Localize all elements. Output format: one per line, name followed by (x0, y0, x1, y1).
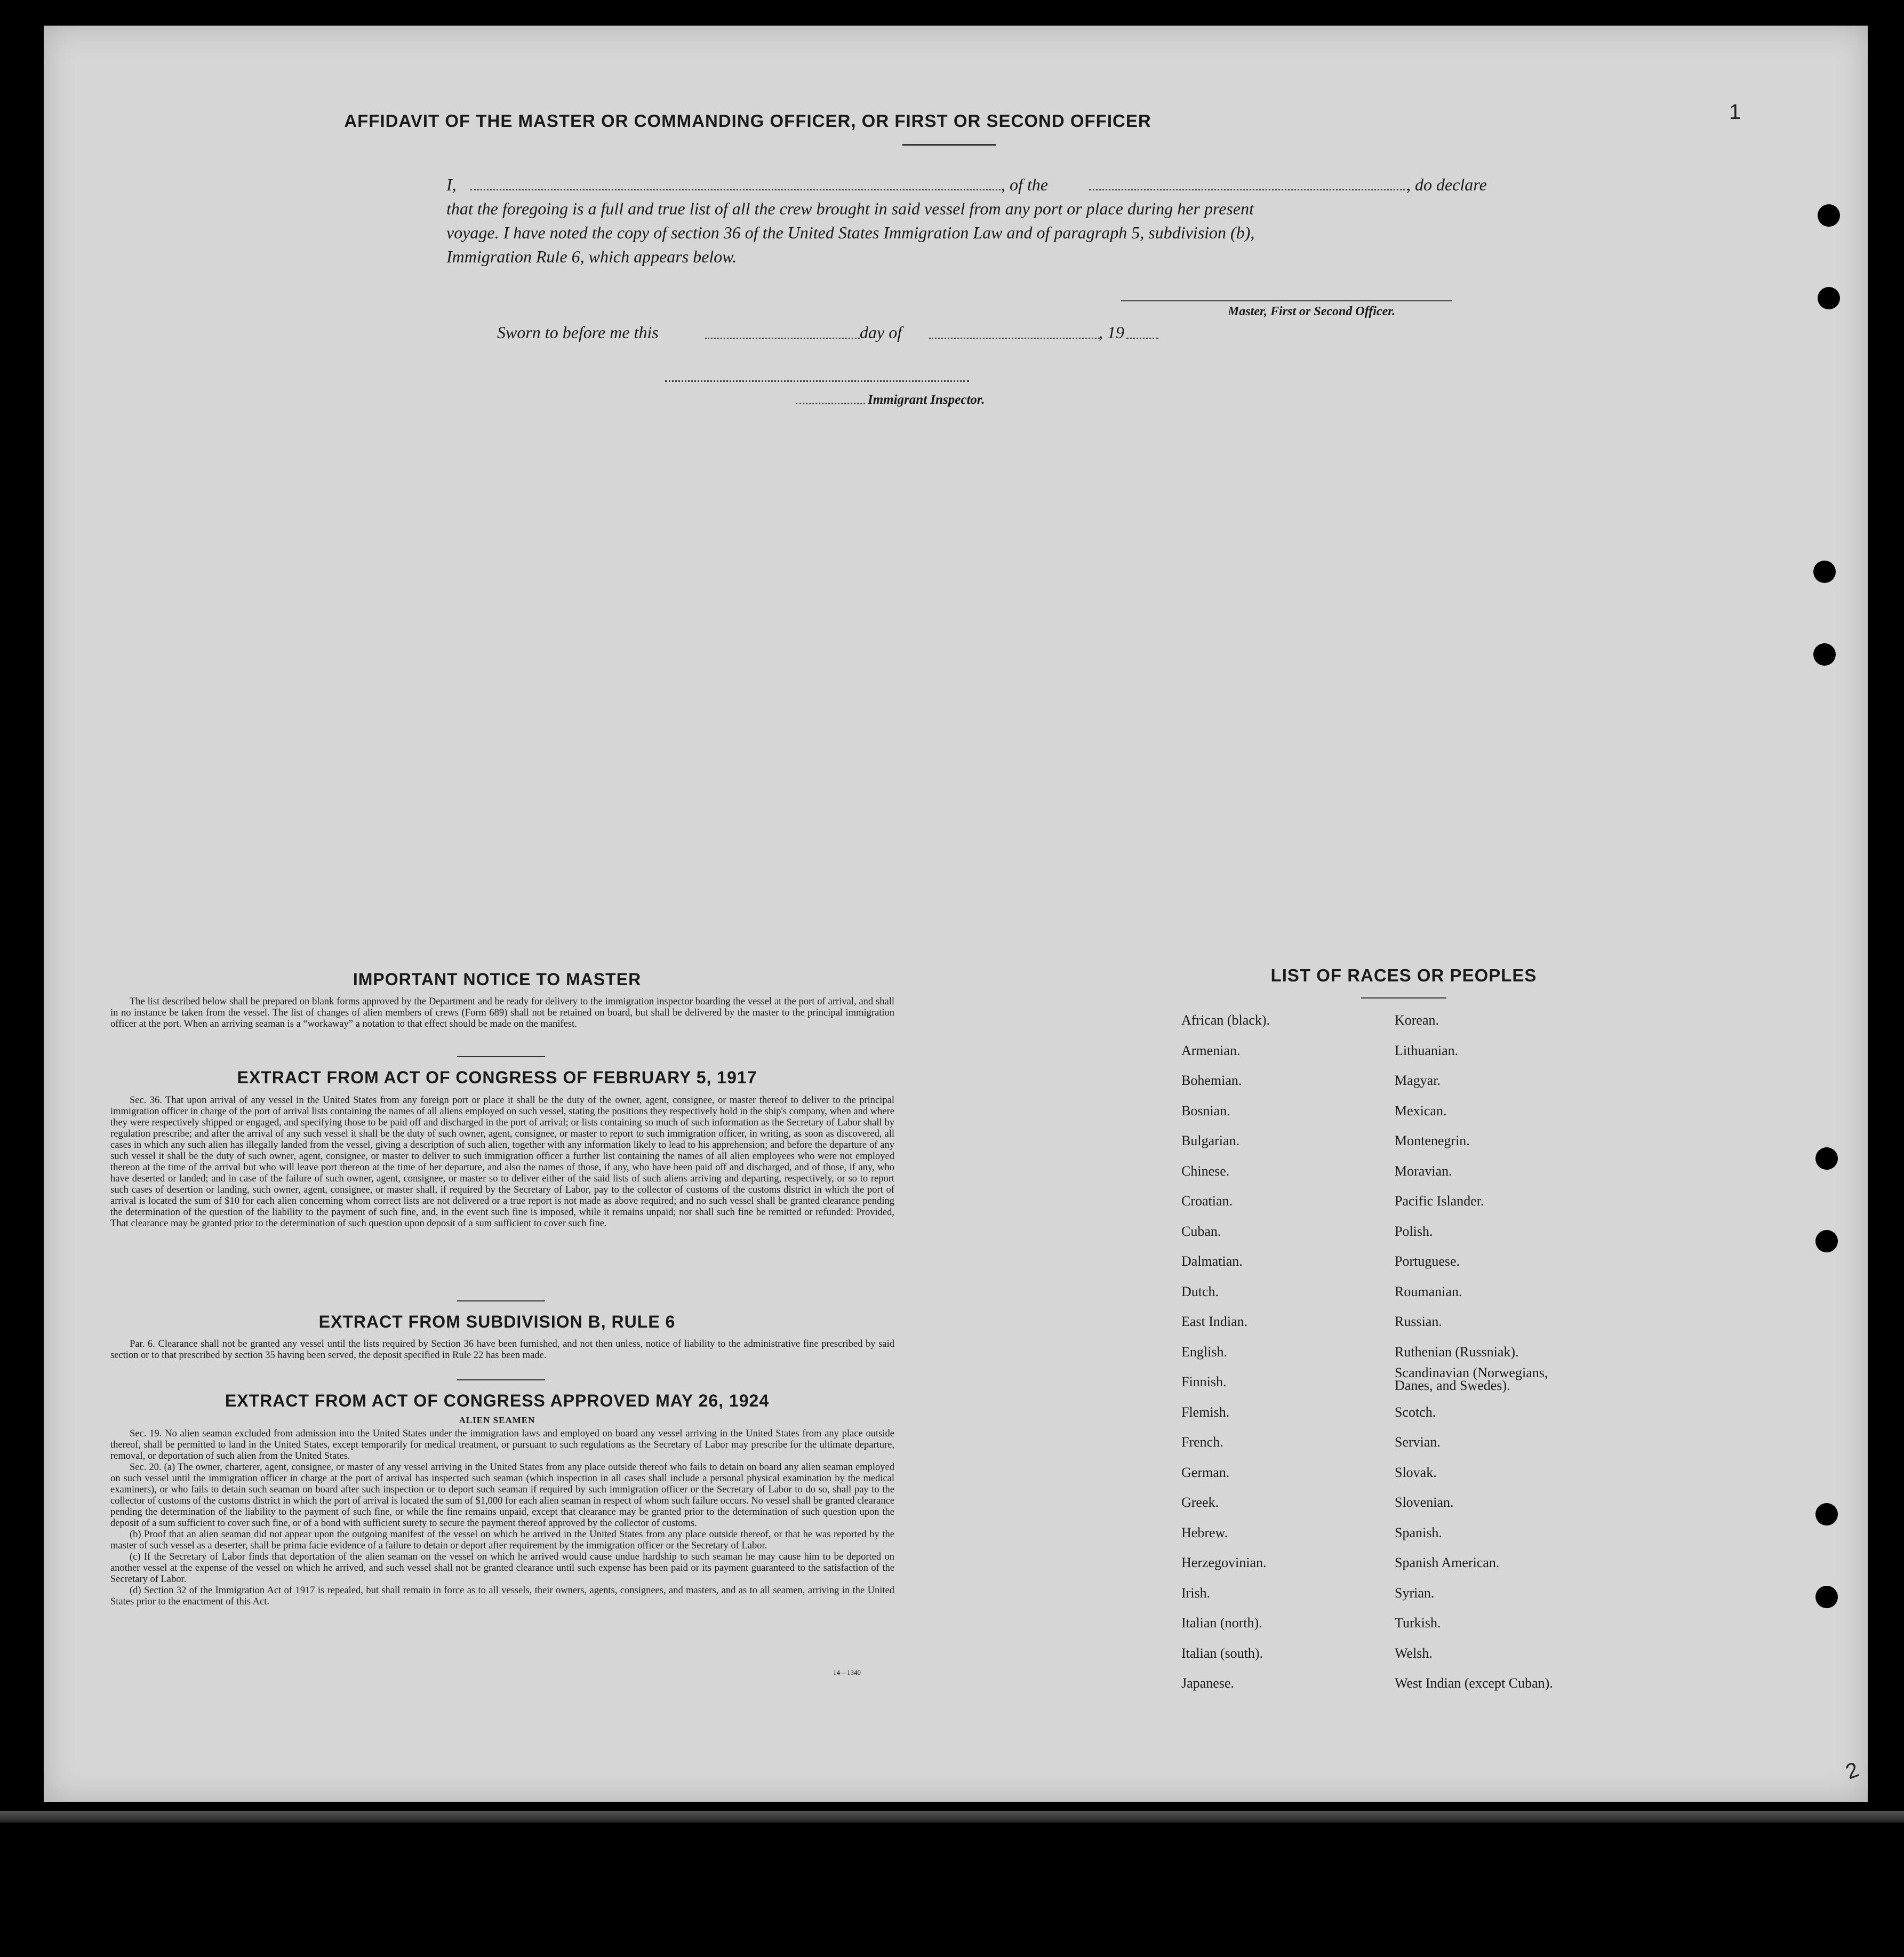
race-item-left: Chinese. (1181, 1163, 1230, 1179)
race-item-right: Mexican. (1395, 1103, 1447, 1119)
race-item-right: Korean. (1395, 1012, 1439, 1028)
race-item-right: Polish. (1395, 1223, 1433, 1239)
signature-label: Master, First or Second Officer. (1228, 305, 1396, 318)
race-item-left: Italian (south). (1181, 1645, 1263, 1661)
affidavit-title-rule (902, 144, 996, 146)
race-item-right: West Indian (except Cuban). (1395, 1675, 1553, 1691)
sworn-text-b: day of (860, 323, 902, 342)
punch-hole (1813, 643, 1836, 666)
race-item-left: Japanese. (1181, 1675, 1234, 1691)
race-item-right: Russian. (1395, 1314, 1442, 1329)
race-item-left: Bosnian. (1181, 1103, 1230, 1119)
punch-hole (1818, 204, 1840, 227)
race-item-right: Spanish American. (1395, 1555, 1500, 1570)
form-number: 14—1340 (833, 1668, 861, 1676)
crew-officer-name-blank (470, 189, 1004, 190)
punch-hole (1818, 287, 1840, 309)
race-item-left: Cuban. (1181, 1223, 1221, 1239)
race-item-right: Pacific Islander. (1395, 1193, 1484, 1209)
race-item-left: Croatian. (1181, 1193, 1233, 1209)
race-item-left: Armenian. (1181, 1042, 1241, 1058)
race-item-right: Scotch. (1395, 1404, 1436, 1420)
sec-20a-paragraph: Sec. 20. (a) The owner, charterer, agent, consignee, or master of any vessel arriving in the United States from any place outside thereof who fails to detain on board any alien seaman employed on such vessel until the immigration officer in charge at the port of arrival has inspected such seaman (which inspection in all cases shall include a personal physical examination by the medical examiners), or who fails to detain such seaman on board after such inspection or to deport such seaman if required by such immigration officer or the Secretary of Labor to do so, shall pay to the collector of customs of the customs district in which the port of arrival is located the sum of $1,000 for each alien seaman in respect of whom such failure occurs. No vessel shall be granted clearance pending the determination of the liability to the payment of such fine, or while the fine remains unpaid, except that clearance may be granted prior to the determination of such question upon the deposit of a sum sufficient to cover such fine, or of a bond with sufficient surety to secure the payment thereof approved by the collector of customs. (110, 1462, 894, 1529)
sec-20c-paragraph: (c) If the Secretary of Labor finds that deportation of the alien seaman on the vessel on which he arrived would cause undue hardship to such seaman he may cause him to be deported on another vessel at the expense of the vessel on which he arrived, and such vessel shall not be granted clearance until such expense has been paid or its payment guaranteed to the satisfaction of the Secretary of Labor. (110, 1552, 894, 1585)
affidavit-line-2: that the foregoing is a full and true list of all the crew brought in said vessel from any port or place during her present (446, 199, 1254, 218)
sworn-day-blank (705, 338, 860, 339)
race-item-right: Lithuanian. (1395, 1042, 1459, 1058)
race-item-left: Italian (north). (1181, 1615, 1262, 1631)
race-item-right: Scandinavian (Norwegians, Danes, and Swedes). (1395, 1365, 1548, 1393)
race-item-left: Bulgarian. (1181, 1133, 1240, 1148)
race-item-left: Irish. (1181, 1585, 1211, 1601)
race-item-right: Welsh. (1395, 1645, 1433, 1661)
subdivision-paragraph: Par. 6. Clearance shall not be granted any vessel until the lists required by Section 36 have been furnished, and not then unless, notice of liability to the administrative fine prescribed by said section or to that prescribed by section 35 having been served, the deposit specified in Rule 22 has been made. (110, 1339, 894, 1361)
affidavit-title: AFFIDAVIT OF THE MASTER OR COMMANDING OFFICER, OR FIRST OR SECOND OFFICER (344, 111, 1151, 131)
extract-1924-title: EXTRACT FROM ACT OF CONGRESS APPROVED MAY 26, 1924 (225, 1391, 770, 1410)
notice-divider (457, 1056, 545, 1057)
race-item-left: Hebrew. (1181, 1524, 1228, 1540)
race-item-right: Servian. (1395, 1434, 1441, 1450)
signature-line (1121, 300, 1452, 301)
race-item-left: East Indian. (1181, 1314, 1248, 1329)
inspector-label-lead (796, 403, 865, 404)
extract-1924-text (110, 1428, 894, 1608)
sworn-text-a: Sworn to before me this (497, 323, 659, 342)
document-sheet (44, 26, 1868, 1802)
race-item-left: English. (1181, 1344, 1227, 1360)
race-item-left: Bohemian. (1181, 1073, 1242, 1088)
race-item-right: Slovenian. (1395, 1495, 1454, 1510)
notice-title: IMPORTANT NOTICE TO MASTER (353, 970, 642, 989)
sec-19-paragraph: Sec. 19. No alien seaman excluded from admission into the United States under the immigration laws and employed on board any vessel arriving in the United States from any place outside thereof, shall be permitted to land in the United States, except temporarily for medical treatment, or pursuant to such regulations as the Secretary of Labor may prescribe for the ultimate departure, removal, or deportation of such alien from the United States. (110, 1428, 894, 1461)
scan-edge (0, 1811, 1904, 1823)
race-item-left: Herzegovinian. (1181, 1555, 1267, 1570)
punch-hole (1815, 1586, 1838, 1608)
race-item-left: Greek. (1181, 1495, 1219, 1510)
race-item-left: Dalmatian. (1181, 1253, 1243, 1269)
race-item-right: Montenegrin. (1395, 1133, 1470, 1148)
races-right-column (1395, 1012, 1619, 1722)
race-item-right: Ruthenian (Russniak). (1395, 1344, 1519, 1360)
punch-hole (1815, 1147, 1838, 1170)
race-item-right: Moravian. (1395, 1163, 1452, 1179)
subdivision-text (110, 1339, 894, 1361)
sec-20d-paragraph: (d) Section 32 of the Immigration Act of 1917 is repealed, but shall remain in force as to all vessels, their owners, agents, consignees, and masters, and as to all seamen, arriving in the United States prior to the enactment of this Act. (110, 1585, 894, 1607)
affidavit-line-3: voyage. I have noted the copy of section 36 of the United States Immigration Law and of paragraph 5, subdivision (b), (446, 223, 1255, 242)
race-item-right: Roumanian. (1395, 1283, 1462, 1299)
punch-hole (1815, 1230, 1838, 1252)
race-item-left: Dutch. (1181, 1283, 1219, 1299)
sec-20b-paragraph: (b) Proof that an alien seaman did not appear upon the outgoing manifest of the vessel on which he arrived in the United States from any place outside thereof, or that he was reported by the master of such vessel as a deserter, shall be prima facie evidence of a failure to detain or deport after requirement by the immigration officer or the Secretary of Labor. (110, 1529, 894, 1551)
sworn-year-blank (1126, 338, 1158, 339)
extract-1917-text (110, 1095, 894, 1229)
race-item-left: French. (1181, 1434, 1223, 1450)
extract-1917-paragraph: Sec. 36. That upon arrival of any vessel in the United States from any foreign port or place it shall be the duty of the owner, agent, consignee, or master thereof to deliver to the principal immigration officer in charge of the port of arrival lists containing the names of all aliens employed on such vessel, stating the positions they respectively hold in the ship's company, when and where they were respectively shipped or engaged, and specifying those to be paid off and discharged in the port of arrival; or lists containing so much of such information as the Secretary of Labor shall by regulation prescribe; and after the arrival of any such vessel it shall be the duty of such owner, agent, consignee, or master to report to such immigration officer, in writing, as soon as discovered, all cases in which any such alien has illegally landed from the vessel, giving a description of such alien, together with any information likely to lead to his apprehension; and before the departure of any such vessel it shall be the duty of such owner, agent, consignee, or master to deliver to such immigration officer a further list containing the names of all alien employees who were not employed thereon at the time of the arrival but who will leave port thereon at the time of her departure, and also the names of those, if any, who have been paid off and discharged, and of those, if any, who have deserted or landed; and in case of the failure of such owner, agent, consignee, or master so to deliver either of the said lists of such aliens arriving and departing, respectively, or so to report such cases of desertion or landing, such owner, agent, consignee, or master shall, if required by the Secretary of Labor, pay to the collector of customs of the customs district in which the port of arrival is located the sum of $10 for each alien concerning whom correct lists are not delivered or a true report is not made as above required; and no such vessel shall be granted clearance pending the determination of the question of the liability to the payment of such fine, and, in the event such fine is imposed, while it remains unpaid; nor shall such fine be remitted or refunded: Provided, That clearance may be granted prior to the determination of such question upon deposit of a sum sufficient to cover such fine. (110, 1095, 894, 1229)
subdivision-divider (457, 1379, 545, 1380)
race-item-left: German. (1181, 1464, 1230, 1480)
extract-1917-title: EXTRACT FROM ACT OF CONGRESS OF FEBRUARY 5, 1917 (237, 1068, 757, 1087)
race-item-right: Turkish. (1395, 1615, 1441, 1631)
sworn-text-c: , 19 (1099, 323, 1124, 342)
races-title: LIST OF RACES OR PEOPLES (1270, 965, 1537, 985)
race-item-right: Syrian. (1395, 1585, 1435, 1601)
race-item-left: Finnish. (1181, 1374, 1227, 1389)
vessel-name-blank (1089, 189, 1409, 190)
punch-hole (1815, 1503, 1838, 1525)
sworn-month-blank (929, 338, 1100, 339)
affidavit-line-1a: I, (446, 175, 457, 194)
inspector-label: Immigrant Inspector. (868, 393, 985, 407)
page-number-mark: 1 (1729, 100, 1741, 124)
race-item-left: African (black). (1181, 1012, 1270, 1028)
extract-1924-subtitle: ALIEN SEAMEN (459, 1415, 535, 1425)
races-left-column (1181, 1012, 1384, 1722)
notice-paragraph: The list described below shall be prepared on blank forms approved by the Department and be ready for delivery to the immigration inspector boarding the vessel at the port of arrival, and shall in no instance be taken from the vessel. The list of changes of alien members of crews (Form 689) shall not be retained on board, but shall be delivered by the master to the principal immigration officer at the port. When an arriving seaman is a “workaway” a notation to that effect should be made on the manifest. (110, 996, 894, 1029)
affidavit-line-4: Immigration Rule 6, which appears below. (446, 247, 737, 266)
extract-1917-divider (457, 1300, 545, 1301)
notice-text (110, 996, 894, 1030)
race-item-right: Spanish. (1395, 1524, 1442, 1540)
inspector-signature-blank (665, 380, 969, 382)
subdivision-title: EXTRACT FROM SUBDIVISION B, RULE 6 (318, 1312, 676, 1331)
race-item-right: Portuguese. (1395, 1253, 1460, 1269)
affidavit-line-1c: , do declare (1406, 175, 1487, 194)
race-item-right: Slovak. (1395, 1464, 1437, 1480)
race-item-right: Magyar. (1395, 1073, 1441, 1088)
race-item-left: Flemish. (1181, 1404, 1230, 1420)
affidavit-line-1b: , of the (1001, 175, 1048, 194)
races-title-rule (1361, 997, 1446, 999)
punch-hole (1813, 561, 1836, 583)
margin-mark: 2 (1842, 1758, 1862, 1784)
